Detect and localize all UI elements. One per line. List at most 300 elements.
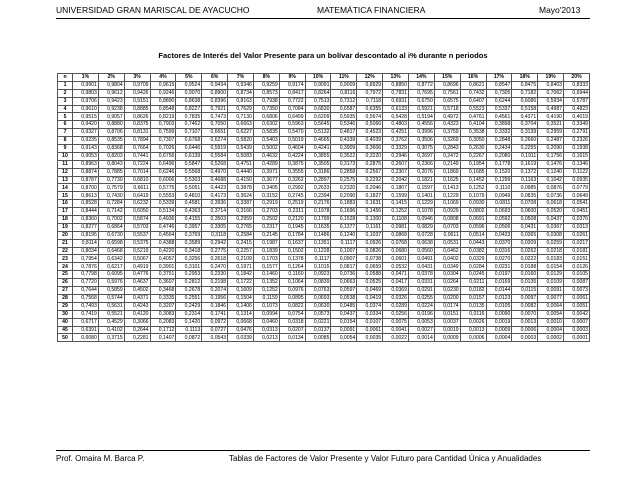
factor-cell: 0,2074 (202, 287, 228, 295)
factor-cell: 0,0994 (253, 310, 279, 318)
factor-cell: 0,4388 (150, 239, 176, 247)
factor-cell: 0,8880 (98, 121, 124, 129)
factor-cell: 0,9804 (98, 81, 124, 89)
factor-cell: 0,4970 (202, 168, 228, 176)
factor-cell: 0,1346 (564, 160, 590, 168)
factor-cell: 0,0006 (512, 326, 538, 334)
factor-cell: 0,9259 (253, 81, 279, 89)
factor-cell: 0,3521 (538, 121, 564, 129)
factor-cell: 0,9423 (98, 97, 124, 105)
factor-cell: 0,9524 (176, 81, 202, 89)
table-row (58, 239, 590, 247)
factor-cell: 0,1300 (357, 216, 383, 224)
factor-cell: 0,7441 (124, 152, 150, 160)
factor-cell: 0,6750 (408, 97, 434, 105)
factor-cell: 0,2843 (434, 145, 460, 153)
factor-cell: 0,0073 (564, 287, 590, 295)
factor-cell: 0,0349 (434, 263, 460, 271)
factor-cell: 0,8885 (124, 105, 150, 113)
factor-cell: 0,0829 (408, 223, 434, 231)
factor-cell: 0,5934 (538, 97, 564, 105)
factor-cell: 0,2697 (408, 152, 434, 160)
factor-cell: 0,0754 (279, 310, 305, 318)
factor-cell: 0,7513 (305, 97, 331, 105)
factor-cell: 0,9420 (73, 121, 99, 129)
factor-cell: 0,1722 (228, 279, 254, 287)
factor-cell: 0,0935 (564, 176, 590, 184)
factor-cell: 0,6651 (202, 129, 228, 137)
factor-cell: 0,0003 (512, 334, 538, 342)
factor-cell: 0,0134 (279, 334, 305, 342)
table-row (58, 89, 590, 97)
factor-cell: 0,0019 (486, 318, 512, 326)
factor-cell: 0,0085 (305, 334, 331, 342)
factor-cell: 0,2076 (408, 168, 434, 176)
factor-cell: 0,1113 (176, 326, 202, 334)
factor-cell: 0,7695 (408, 89, 434, 97)
factor-cell: 0,1625 (434, 176, 460, 184)
footer-subject: Tablas de Factores de Valor Presente y Valor Futuro para Cantidad Única y Anualidades (229, 454, 542, 463)
factor-cell: 0,6944 (564, 89, 590, 97)
factor-cell: 0,5428 (383, 113, 409, 121)
factor-cell: 0,8403 (538, 81, 564, 89)
factor-cell: 0,1619 (512, 160, 538, 168)
column-header-rate: 4% (150, 74, 176, 82)
factor-cell: 0,0817 (331, 263, 357, 271)
table-row (58, 326, 590, 334)
factor-cell: 0,0082 (512, 302, 538, 310)
table-row (58, 287, 590, 295)
factor-cell: 0,0035 (357, 334, 383, 342)
factor-cell: 0,2703 (253, 208, 279, 216)
factor-cell: 0,9070 (176, 89, 202, 97)
factor-cell: 0,0485 (331, 302, 357, 310)
factor-cell: 0,2660 (512, 137, 538, 145)
factor-cell: 0,1703 (253, 255, 279, 263)
factor-cell: 0,9174 (279, 81, 305, 89)
factor-cell: 0,0768 (383, 239, 409, 247)
factor-cell: 0,0443 (460, 239, 486, 247)
factor-cell: 0,5303 (176, 176, 202, 184)
table-row (58, 216, 590, 224)
factor-cell: 0,1415 (383, 200, 409, 208)
factor-cell: 0,1452 (460, 176, 486, 184)
factor-cell: 0,0611 (434, 231, 460, 239)
factor-cell: 0,1110 (486, 184, 512, 192)
factor-cell: 0,0126 (564, 263, 590, 271)
factor-cell: 0,4371 (124, 294, 150, 302)
period-cell: 25 (58, 271, 73, 279)
factor-cell: 0,8333 (564, 81, 590, 89)
factor-cell: 0,2584 (228, 231, 254, 239)
factor-cell: 0,1372 (512, 168, 538, 176)
factor-cell: 0,6095 (98, 271, 124, 279)
factor-cell: 0,0588 (357, 271, 383, 279)
factor-cell: 0,1502 (279, 247, 305, 255)
factor-cell: 0,0872 (176, 334, 202, 342)
factor-cell: 0,3606 (357, 145, 383, 153)
factor-cell: 0,2120 (279, 216, 305, 224)
period-cell: 17 (58, 208, 73, 216)
factor-cell: 0,3589 (176, 239, 202, 247)
table-row (58, 302, 590, 310)
factor-cell: 0,0053 (408, 318, 434, 326)
factor-cell: 0,1956 (202, 294, 228, 302)
table-row (58, 271, 590, 279)
period-cell: 15 (58, 192, 73, 200)
factor-cell: 0,0541 (564, 200, 590, 208)
factor-cell: 0,2812 (176, 279, 202, 287)
factor-cell: 0,8043 (98, 160, 124, 168)
factor-cell: 0,7130 (228, 113, 254, 121)
factor-cell: 0,0264 (434, 279, 460, 287)
factor-cell: 0,1228 (305, 247, 331, 255)
factor-cell: 0,5470 (279, 129, 305, 137)
factor-cell: 0,0736 (538, 192, 564, 200)
factor-cell: 0,2255 (512, 145, 538, 153)
factor-cell: 0,9612 (98, 89, 124, 97)
factor-cell: 0,3468 (150, 287, 176, 295)
factor-cell: 0,0207 (279, 326, 305, 334)
factor-cell: 0,1631 (357, 200, 383, 208)
factor-cell: 0,0188 (512, 263, 538, 271)
factor-cell: 0,3269 (434, 137, 460, 145)
factor-cell: 0,4423 (202, 184, 228, 192)
period-cell: 22 (58, 247, 73, 255)
factor-cell: 0,1413 (434, 184, 460, 192)
factor-cell: 0,0007 (564, 318, 590, 326)
factor-cell: 0,4220 (150, 247, 176, 255)
factor-cell: 0,4371 (512, 113, 538, 121)
factor-cell: 0,2330 (202, 271, 228, 279)
factor-cell: 0,0318 (279, 318, 305, 326)
factor-cell: 0,5346 (331, 121, 357, 129)
factor-cell: 0,2470 (202, 263, 228, 271)
factor-cell: 0,1987 (253, 239, 279, 247)
factor-cell: 0,4241 (305, 145, 331, 153)
factor-cell: 0,9615 (150, 81, 176, 89)
factor-cell: 0,2848 (486, 137, 512, 145)
factor-cell: 0,1078 (408, 208, 434, 216)
factor-cell: 0,0822 (279, 302, 305, 310)
factor-cell: 0,0245 (460, 271, 486, 279)
table-row (58, 279, 590, 287)
factor-cell: 0,0376 (564, 216, 590, 224)
factor-cell: 0,1252 (383, 208, 409, 216)
factor-cell: 0,9709 (124, 81, 150, 89)
factor-cell: 0,2919 (253, 200, 279, 208)
factor-cell: 0,1015 (305, 263, 331, 271)
factor-cell: 0,1839 (253, 247, 279, 255)
factor-cell: 0,5019 (279, 137, 305, 145)
factor-cell: 0,2630 (460, 145, 486, 153)
table-row (58, 255, 590, 263)
factor-cell: 0,0200 (434, 294, 460, 302)
factor-cell: 0,4243 (124, 302, 150, 310)
factor-cell: 0,0224 (408, 302, 434, 310)
factor-cell: 0,0154 (538, 263, 564, 271)
factor-cell: 0,0109 (538, 279, 564, 287)
factor-cell: 0,2575 (331, 176, 357, 184)
factor-cell: 0,1108 (383, 216, 409, 224)
factor-cell: 0,6598 (98, 239, 124, 247)
factor-cell: 0,5339 (150, 200, 176, 208)
factor-cell: 0,0087 (564, 279, 590, 287)
factor-cell: 0,1240 (538, 168, 564, 176)
factor-cell: 0,0976 (279, 287, 305, 295)
column-header-rate: 3% (124, 74, 150, 82)
factor-cell: 0,0026 (460, 318, 486, 326)
table-row (58, 105, 590, 113)
factor-cell: 0,3349 (564, 121, 590, 129)
factor-cell: 0,5521 (98, 310, 124, 318)
factor-cell: 0,9235 (73, 137, 99, 145)
factor-cell: 0,0154 (331, 318, 357, 326)
factor-cell: 0,1635 (305, 223, 331, 231)
factor-cell: 0,2198 (202, 279, 228, 287)
factor-cell: 0,0431 (408, 263, 434, 271)
factor-cell: 0,9143 (73, 145, 99, 153)
factor-cell: 0,4155 (176, 216, 202, 224)
factor-cell: 0,4581 (176, 200, 202, 208)
column-header-rate: 17% (486, 74, 512, 82)
factor-cell: 0,0763 (305, 287, 331, 295)
factor-cell: 0,0289 (383, 302, 409, 310)
period-cell: 4 (58, 105, 73, 113)
factor-cell: 0,0543 (202, 334, 228, 342)
factor-cell: 0,7730 (98, 176, 124, 184)
table-title: Factores de Interés del Valor Presente para un bolívar descontado al i% durante n periodos (158, 51, 488, 60)
factor-cell: 0,0261 (564, 231, 590, 239)
factor-cell: 0,1696 (331, 208, 357, 216)
factor-cell: 0,3971 (253, 168, 279, 176)
factor-cell: 0,1264 (279, 263, 305, 271)
factor-cell: 0,1299 (486, 176, 512, 184)
period-cell: 19 (58, 223, 73, 231)
factor-cell: 0,5835 (253, 129, 279, 137)
factor-cell: 0,2607 (383, 160, 409, 168)
factor-cell: 0,5703 (124, 223, 150, 231)
factor-cell: 0,6496 (150, 160, 176, 168)
factor-cell: 0,6133 (383, 105, 409, 113)
period-cell: 11 (58, 160, 73, 168)
factor-cell: 0,3152 (253, 192, 279, 200)
table-row (58, 145, 590, 153)
factor-cell: 0,0680 (383, 247, 409, 255)
header-rule (56, 18, 590, 19)
factor-cell: 0,5847 (176, 160, 202, 168)
table-header-row (58, 74, 590, 82)
period-cell: 26 (58, 279, 73, 287)
factor-cell: 0,8034 (73, 247, 99, 255)
factor-cell: 0,0181 (564, 247, 590, 255)
factor-cell: 0,0326 (383, 294, 409, 302)
factor-cell: 0,5787 (564, 97, 590, 105)
factor-cell: 0,4810 (176, 192, 202, 200)
factor-cell: 0,0923 (305, 271, 331, 279)
column-header-rate: 5% (176, 74, 202, 82)
table-header (58, 74, 590, 82)
factor-cell: 0,4190 (538, 113, 564, 121)
period-cell: 23 (58, 255, 73, 263)
factor-cell: 0,0197 (486, 271, 512, 279)
factor-cell: 0,4751 (228, 160, 254, 168)
factor-cell: 0,3262 (279, 176, 305, 184)
factor-cell: 0,5194 (408, 113, 434, 121)
factor-cell: 0,2897 (305, 176, 331, 184)
factor-cell: 0,0027 (408, 326, 434, 334)
factor-cell: 0,5820 (228, 137, 254, 145)
factor-cell: 0,0895 (279, 294, 305, 302)
factor-cell: 0,2267 (460, 152, 486, 160)
factor-cell: 0,5744 (98, 294, 124, 302)
factor-cell: 0,0727 (202, 326, 228, 334)
factor-cell: 0,1406 (228, 302, 254, 310)
document-date: Mayo'2013 (539, 5, 581, 15)
factor-cell: 0,2992 (279, 184, 305, 192)
factor-cell: 0,6244 (486, 97, 512, 105)
factor-cell: 0,9057 (98, 113, 124, 121)
factor-cell: 0,5859 (98, 287, 124, 295)
factor-cell: 0,1407 (150, 334, 176, 342)
factor-cell: 0,3759 (434, 129, 460, 137)
factor-cell: 0,4746 (150, 223, 176, 231)
factor-cell: 0,2519 (279, 200, 305, 208)
factor-cell: 0,5002 (253, 145, 279, 153)
table-row (58, 184, 590, 192)
factor-cell: 0,9426 (124, 89, 150, 97)
factor-cell: 0,8203 (98, 152, 124, 160)
factor-cell: 0,1954 (460, 160, 486, 168)
factor-cell: 0,0222 (512, 255, 538, 263)
factor-cell: 0,6232 (124, 200, 150, 208)
factor-cell: 0,1377 (331, 223, 357, 231)
factor-cell: 0,7568 (73, 294, 99, 302)
factor-cell: 0,0779 (564, 184, 590, 192)
factor-cell: 0,7305 (486, 89, 512, 97)
factor-cell: 0,6217 (98, 263, 124, 271)
factor-cell: 0,0520 (538, 208, 564, 216)
factor-cell: 0,2429 (176, 302, 202, 310)
factor-cell: 0,4339 (331, 137, 357, 145)
factor-cell: 0,2765 (228, 223, 254, 231)
factor-cell: 0,0022 (383, 334, 409, 342)
factor-cell: 0,6806 (253, 113, 279, 121)
column-header-rate: 7% (228, 74, 254, 82)
factor-cell: 0,0255 (408, 294, 434, 302)
factor-cell: 0,0981 (383, 223, 409, 231)
column-header-rate: 16% (460, 74, 486, 82)
factor-cell: 0,3624 (228, 192, 254, 200)
table-row (58, 160, 590, 168)
factor-cell: 0,4251 (383, 129, 409, 137)
factor-cell: 0,0531 (434, 239, 460, 247)
column-header-rate: 11% (331, 74, 357, 82)
table-row (58, 208, 590, 216)
factor-cell: 0,2678 (176, 287, 202, 295)
factor-cell: 0,4936 (150, 216, 176, 224)
factor-cell: 0,0077 (538, 294, 564, 302)
column-header-rate: 13% (383, 74, 409, 82)
factor-cell: 0,0135 (460, 302, 486, 310)
factor-cell: 0,9246 (150, 89, 176, 97)
factor-cell: 0,4556 (408, 121, 434, 129)
factor-cell: 0,6756 (150, 152, 176, 160)
factor-cell: 0,2311 (279, 208, 305, 216)
factor-cell: 0,3855 (305, 152, 331, 160)
factor-cell: 0,1069 (434, 200, 460, 208)
factor-cell: 0,2946 (383, 152, 409, 160)
factor-cell: 0,6342 (98, 255, 124, 263)
factor-cell: 0,5439 (228, 145, 254, 153)
factor-cell: 0,0525 (357, 279, 383, 287)
factor-cell: 0,2394 (305, 192, 331, 200)
factor-cell: 0,2567 (357, 168, 383, 176)
factor-cell: 0,8613 (73, 192, 99, 200)
factor-cell: 0,0284 (460, 263, 486, 271)
factor-cell: 0,0308 (538, 231, 564, 239)
factor-cell: 0,9091 (305, 81, 331, 89)
present-value-factor-table (57, 73, 590, 342)
factor-cell: 0,1615 (564, 152, 590, 160)
factor-cell: 0,0256 (383, 310, 409, 318)
factor-cell: 0,1252 (460, 184, 486, 192)
period-cell: 9 (58, 145, 73, 153)
factor-cell: 0,3418 (176, 247, 202, 255)
factor-cell: 0,0437 (331, 310, 357, 318)
factor-cell: 0,1229 (434, 192, 460, 200)
factor-cell: 0,8116 (331, 89, 357, 97)
factor-cell: 0,3957 (176, 223, 202, 231)
factor-cell: 0,7629 (228, 105, 254, 113)
factor-cell: 0,7954 (73, 255, 99, 263)
factor-cell: 0,0802 (460, 208, 486, 216)
factor-cell: 0,5645 (305, 121, 331, 129)
factor-cell: 0,8444 (73, 208, 99, 216)
factor-cell: 0,0378 (408, 271, 434, 279)
factor-cell: 0,8360 (73, 216, 99, 224)
factor-cell: 0,3677 (253, 176, 279, 184)
factor-cell: 0,1240 (331, 231, 357, 239)
table-body (58, 81, 590, 341)
factor-cell: 0,2858 (331, 168, 357, 176)
factor-cell: 0,8163 (228, 97, 254, 105)
factor-cell: 0,0618 (538, 200, 564, 208)
factor-cell: 0,0002 (538, 334, 564, 342)
factor-cell: 0,8621 (460, 81, 486, 89)
factor-cell: 0,2633 (305, 184, 331, 192)
factor-cell: 0,7182 (512, 89, 538, 97)
factor-cell: 0,0107 (357, 318, 383, 326)
factor-cell: 0,0946 (408, 216, 434, 224)
factor-cell: 0,4104 (460, 121, 486, 129)
factor-cell: 0,4561 (486, 113, 512, 121)
factor-cell: 0,4761 (460, 113, 486, 121)
factor-cell: 0,3714 (202, 208, 228, 216)
factor-cell: 0,6006 (150, 176, 176, 184)
factor-cell: 0,4637 (124, 279, 150, 287)
factor-cell: 0,0508 (512, 216, 538, 224)
factor-cell: 0,0868 (383, 231, 409, 239)
factor-cell: 0,5976 (98, 279, 124, 287)
factor-cell: 0,6209 (305, 113, 331, 121)
factor-cell: 0,2644 (124, 326, 150, 334)
factor-cell: 0,0491 (408, 255, 434, 263)
factor-cell: 0,0708 (512, 200, 538, 208)
factor-cell: 0,0090 (486, 310, 512, 318)
factor-cell: 0,7014 (124, 168, 150, 176)
factor-cell: 0,0334 (357, 310, 383, 318)
